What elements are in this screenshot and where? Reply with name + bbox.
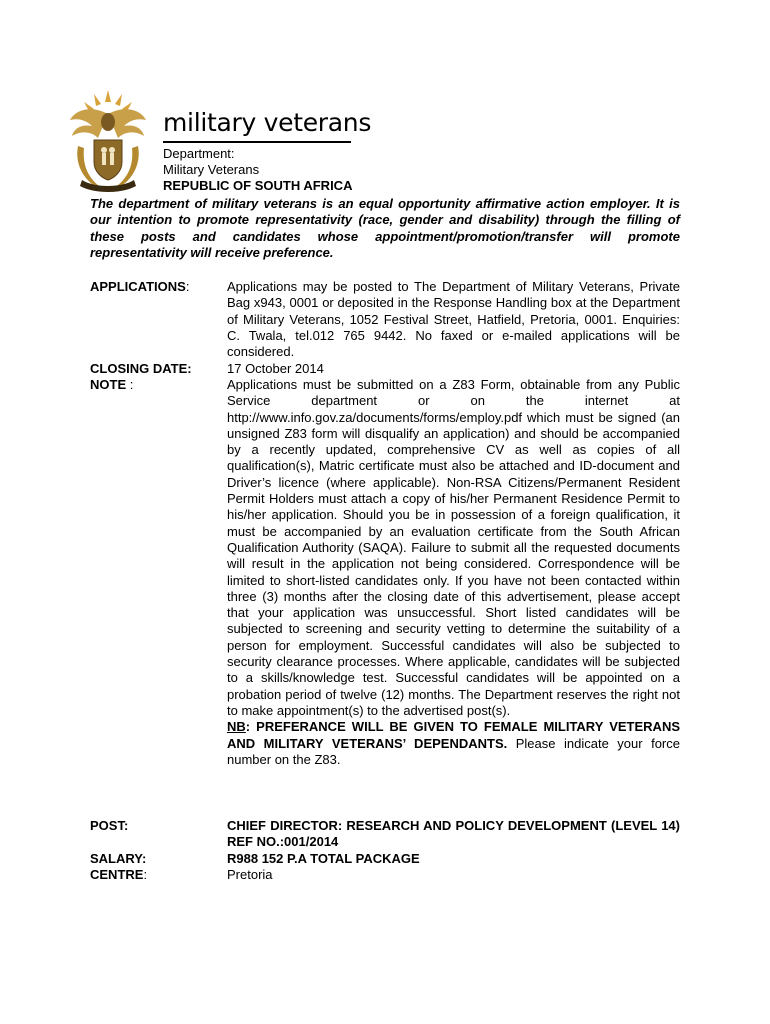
post-label: POST:	[90, 818, 129, 833]
centre-value: Pretoria	[227, 867, 273, 882]
applications-label: APPLICATIONS:	[90, 279, 190, 294]
applications-text: Applications may be posted to The Department of Military Veterans, Private Bag x943, 0001 or deposited in the Response Handling box at the Department of Military Veterans, 1052 Festival Street, Hatfield, Pretoria, 0001. Enquiries: C. Twala, tel.012 765 9442. No faxed or e-mailed applications will be considered.	[227, 279, 680, 360]
intro-statement: The department of military veterans is an equal opportunity affirmative action employer. It is our intention to promote representativity (race, gender and disability) through the filling of these posts and candidates whose appointment/promotion/transfer will promote representativity will receive preference.	[90, 196, 680, 261]
brand-title: military veterans	[163, 108, 372, 137]
post-value: CHIEF DIRECTOR: RESEARCH AND POLICY DEVELOPMENT (LEVEL 14) REF NO.:001/2014	[227, 818, 680, 850]
note-text: Applications must be submitted on a Z83 Form, obtainable from any Public Service department or on the internet at http://www.info.gov.za/documents/forms/employ.pdf which must be signed (an unsigned Z83 form will disqualify an application) and should be accompanied by a recently updated, comprehensive CV as well as copies of all qualification(s), Matric certificate must also be attached and ID-document and Driver’s licence (where applicable). Non-RSA Citizens/Permanent Resident Permit Holders must attach a copy of his/her Permanent Residence Permit to his/her application. Should you be in possession of a foreign qualification, it must be accompanied by an evaluation certificate from the South African Qualification Authority (SAQA). Failure to submit all the requested documents will result in the application not being considered. Correspondence will be limited to short-listed candidates only. If you have not been contacted within three (3) months after the closing date of this advertisement, please accept that your application was unsuccessful. Short listed candidates will be subjected to screening and security vetting to determine the suitability of a person for employment. Successful candidates will also be subjected to security clearance processes. Where applicable, candidates will be subjected to a skills/knowledge test. Successful candidates will be appointed on a probation period of twelve (12) months. The Department reserves the right not to make appointment(s) to the advertised post(s).	[227, 377, 680, 718]
centre-label: CENTRE:	[90, 867, 148, 882]
note-body	[227, 377, 680, 768]
brand-block	[163, 108, 371, 138]
brand-divider	[163, 141, 351, 143]
salary-label: SALARY:	[90, 851, 147, 866]
note-nb	[227, 719, 680, 768]
closing-date-value: 17 October 2014	[227, 361, 324, 376]
nb-tail: Please indicate your force number on the Z83.	[227, 735, 680, 767]
coat-of-arms-logo	[64, 88, 152, 196]
department-block	[163, 146, 352, 194]
nb-label: NB	[227, 719, 246, 735]
note-label: NOTE :	[90, 377, 134, 392]
closing-date-label: CLOSING DATE:	[90, 361, 192, 376]
nb-preference: : PREFERANCE WILL BE GIVEN TO FEMALE MILITARY VETERANS AND MILITARY VETERANS’ DEPENDANTS.	[227, 719, 680, 751]
country-name: REPUBLIC OF SOUTH AFRICA	[163, 178, 353, 193]
department-label: Department:	[163, 146, 235, 161]
department-name: Military Veterans	[163, 162, 260, 177]
salary-value: R988 152 P.A TOTAL PACKAGE	[227, 851, 420, 866]
